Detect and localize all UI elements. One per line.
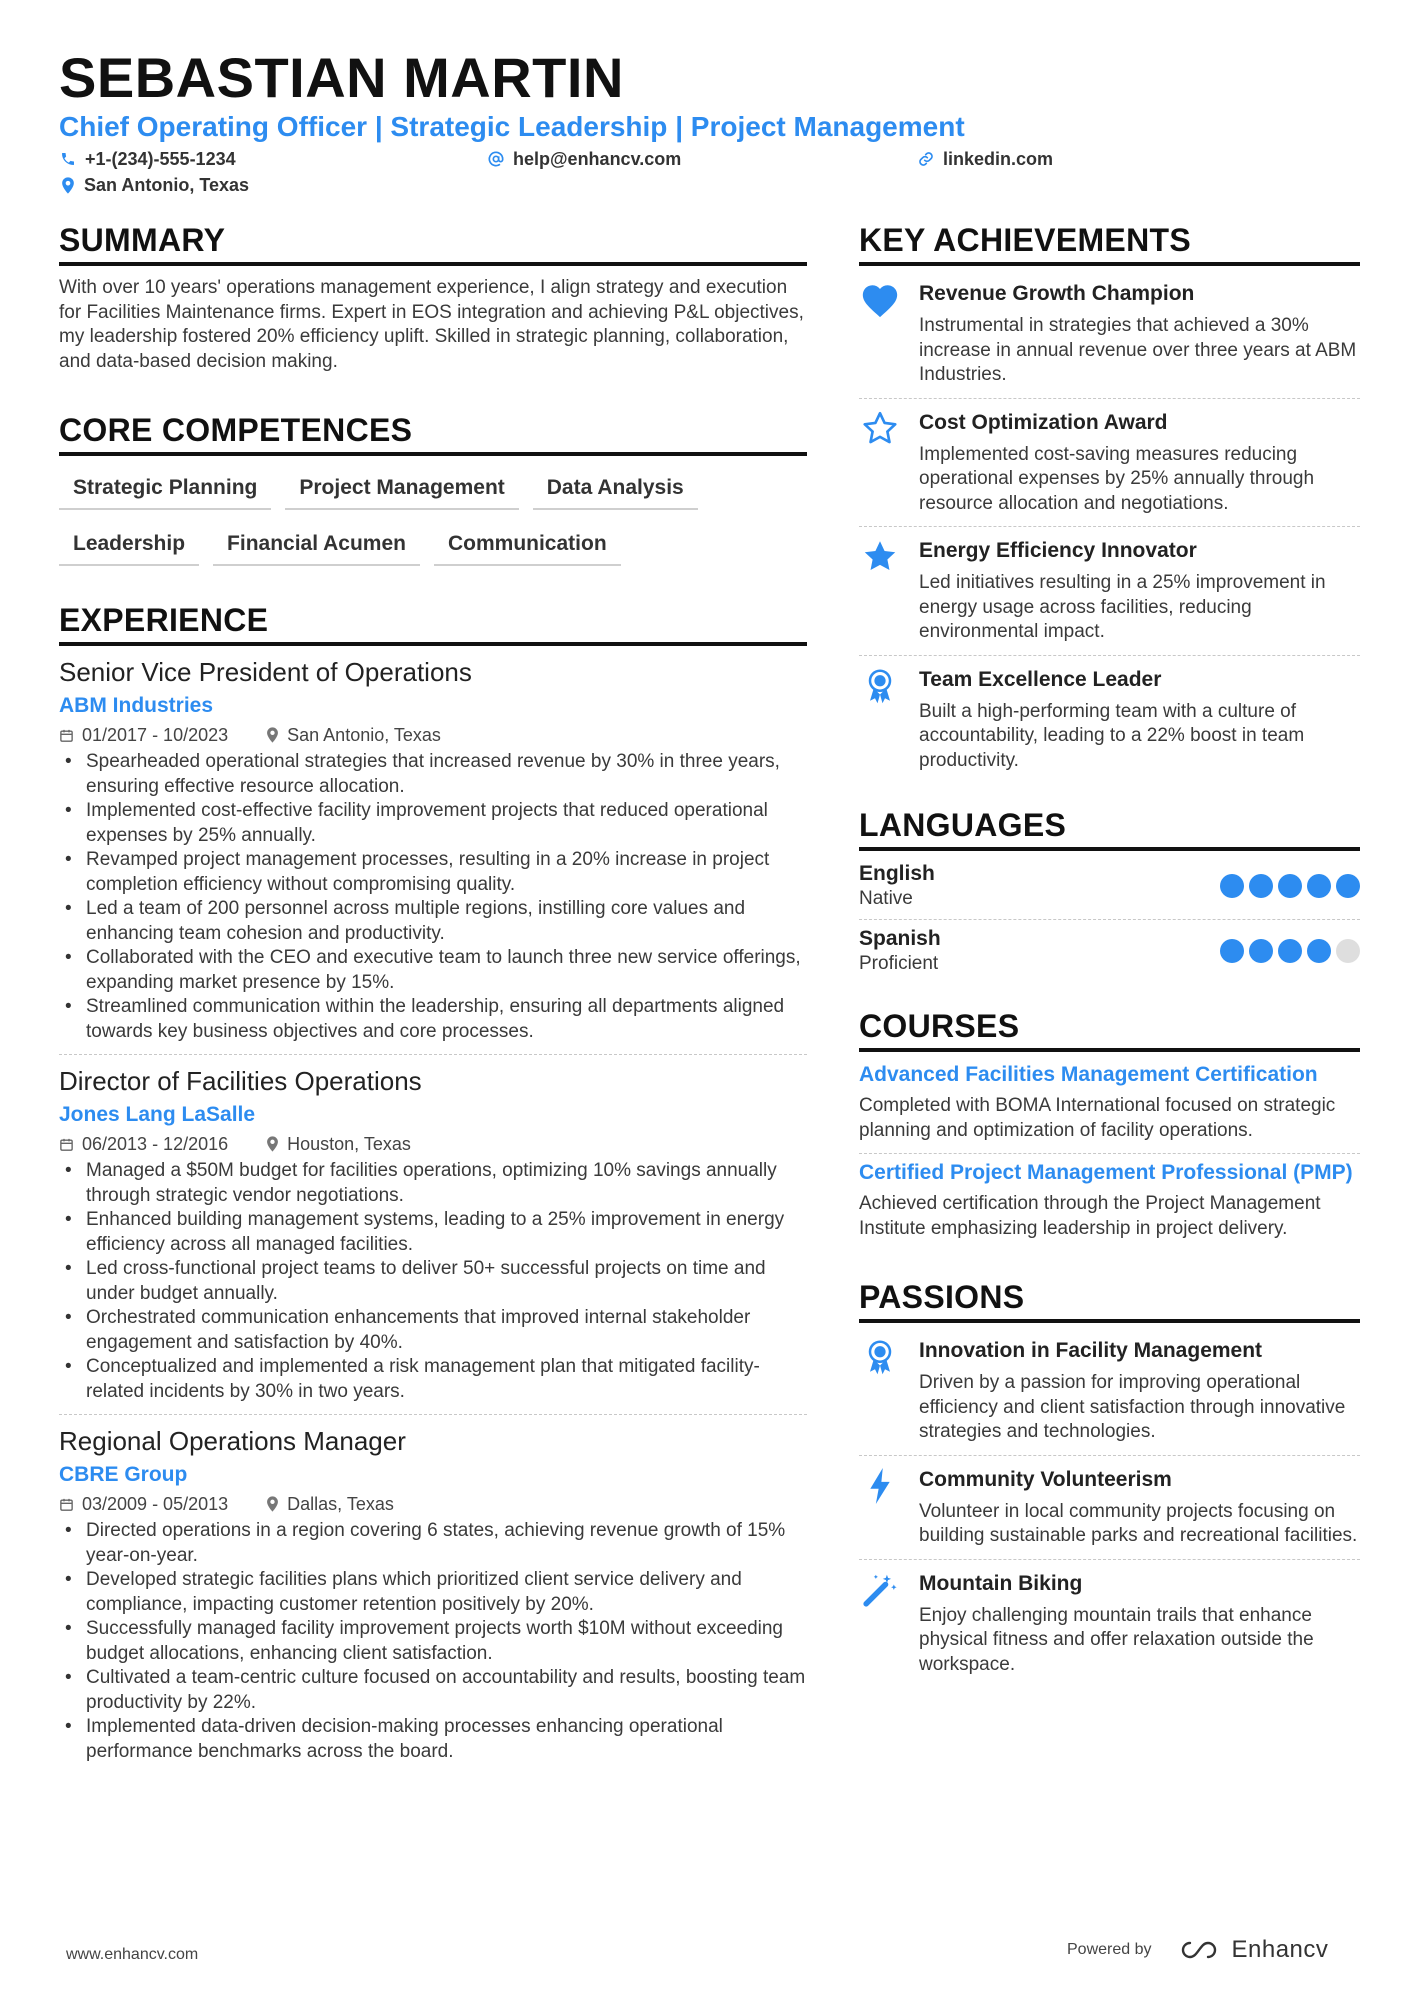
- contact-phone: [60, 148, 236, 170]
- job-entry: [59, 1054, 807, 1414]
- job-bullet: • Cultivated a team-centric culture focused on accountability and results, boosting team productivity by 22%.: [59, 1666, 807, 1715]
- calendar-icon: [59, 1497, 74, 1512]
- calendar-icon: [59, 728, 74, 743]
- job-bullet: • Developed strategic facilities plans which prioritized client service delivery and compliance, impacting customer retention positively by 20%.: [59, 1568, 807, 1617]
- job-location: San Antonio, Texas: [287, 725, 441, 745]
- job-bullet: • Directed operations in a region covering 6 states, achieving revenue growth of 15% year-on-year.: [59, 1519, 807, 1568]
- job-bullet: • Led a team of 200 personnel across multiple regions, instilling core values and enhancing team cohesion and productivity.: [59, 897, 807, 946]
- achievement-title: Revenue Growth Champion: [919, 282, 1195, 305]
- email-text: help@enhancv.com: [513, 149, 682, 169]
- rating-dot-filled: [1249, 874, 1273, 898]
- language-name: Spanish: [859, 927, 941, 950]
- passion-item: [859, 1559, 1360, 1688]
- rating-dot-filled: [1278, 939, 1302, 963]
- job-bullet: • Implemented data-driven decision-making processes enhancing operational performance benchmarks across the board.: [59, 1715, 807, 1764]
- competences-heading: CORE COMPETENCES: [59, 410, 807, 456]
- rating-dot-filled: [1336, 874, 1360, 898]
- courses-section: [859, 1006, 1360, 1251]
- summary-section: [59, 220, 807, 374]
- language-item: [859, 855, 1360, 919]
- rating-dot-filled: [1278, 874, 1302, 898]
- summary-text: With over 10 years' operations management experience, I align strategy and execution for Facilities Maintenance firms. Expert in EOS integration and achieving P&L objectives, my leadership fostered 20% efficiency uplift. Skilled in strategic planning, collaboration, and data-based decision making.: [59, 277, 804, 372]
- course-desc: Achieved certification through the Project Management Institute emphasizing leadership in project delivery.: [859, 1193, 1321, 1239]
- job-role: Regional Operations Manager: [59, 1426, 406, 1456]
- achievement-item: [859, 526, 1360, 655]
- award-ribbon-icon: [865, 668, 895, 706]
- passions-heading: PASSIONS: [859, 1277, 1360, 1323]
- brand-logo[interactable]: [1176, 1936, 1329, 1964]
- rating-dot-empty: [1336, 939, 1360, 963]
- footer-site[interactable]: www.enhancv.com: [66, 1946, 199, 1963]
- job-dates: 03/2009 - 05/2013: [82, 1494, 229, 1514]
- passion-title: Community Volunteerism: [919, 1467, 1172, 1491]
- language-level: Proficient: [859, 953, 939, 974]
- job-bullet: • Revamped project management processes, resulting in a 20% increase in project completion efficiency without compromising quality.: [59, 848, 807, 897]
- competence-tag: Project Management: [285, 470, 518, 510]
- star-filled-icon: [862, 539, 898, 573]
- left-column: [59, 220, 807, 1774]
- star-outline-icon: [862, 411, 898, 445]
- link-text: linkedin.com: [943, 149, 1054, 169]
- job-bullet: • Collaborated with the CEO and executive team to launch three new service offerings, expanding market presence by 15%.: [59, 946, 807, 995]
- achievements-section: [859, 220, 1360, 783]
- job-bullet: • Enhanced building management systems, leading to a 25% improvement in energy efficiency across all managed facilities.: [59, 1208, 807, 1257]
- job-role: Director of Facilities Operations: [59, 1066, 422, 1096]
- candidate-title: Chief Operating Officer | Strategic Leadership | Project Management: [59, 111, 965, 142]
- course-title: Certified Project Management Professional (PMP): [859, 1161, 1353, 1184]
- job-meta: [59, 1493, 807, 1515]
- job-dates: 06/2013 - 12/2016: [82, 1134, 229, 1154]
- location-text: San Antonio, Texas: [84, 175, 250, 195]
- competence-tag: Data Analysis: [533, 470, 698, 510]
- language-name: English: [859, 862, 935, 885]
- competence-tag: Financial Acumen: [213, 526, 420, 566]
- achievement-desc: Instrumental in strategies that achieved a 30% increase in annual revenue over three years at ABM Industries.: [919, 315, 1357, 385]
- language-rating: [1220, 874, 1360, 898]
- rating-dot-filled: [1307, 874, 1331, 898]
- language-level: Native: [859, 888, 913, 909]
- experience-section: [59, 600, 807, 1774]
- phone-text: +1-(234)-555-1234: [85, 149, 236, 169]
- job-bullet: • Streamlined communication within the leadership, ensuring all departments aligned towards key business objectives and core processes.: [59, 995, 807, 1044]
- job-bullet: • Spearheaded operational strategies that increased revenue by 30% in three years, ensuring effective resource allocation.: [59, 750, 807, 799]
- passions-section: [859, 1277, 1360, 1687]
- job-company: Jones Lang LaSalle: [59, 1103, 256, 1126]
- passion-desc: Driven by a passion for improving operational efficiency and client satisfaction through innovative strategies and technologies.: [919, 1372, 1346, 1442]
- job-meta: [59, 724, 807, 746]
- brand-name: Enhancv: [1231, 1936, 1329, 1963]
- rating-dot-filled: [1220, 939, 1244, 963]
- courses-heading: COURSES: [859, 1006, 1360, 1052]
- powered-by-text: Powered by: [1067, 1941, 1152, 1958]
- competence-tag: Communication: [434, 526, 621, 566]
- job-bullet: • Led cross-functional project teams to deliver 50+ successful projects on time and under budget annually.: [59, 1257, 807, 1306]
- achievement-desc: Led initiatives resulting in a 25% improvement in energy usage across facilities, reducing environmental impact.: [919, 572, 1326, 642]
- contact-email[interactable]: [488, 148, 681, 170]
- achievement-title: Cost Optimization Award: [919, 410, 1168, 434]
- job-role: Senior Vice President of Operations: [59, 657, 472, 687]
- competence-tag: Strategic Planning: [59, 470, 271, 510]
- footer-branding: [1067, 1936, 1328, 1964]
- job-dates: 01/2017 - 10/2023: [82, 725, 229, 745]
- job-bullet: • Implemented cost-effective facility improvement projects that reduced operational expenses by 25% annually.: [59, 799, 807, 848]
- passion-desc: Volunteer in local community projects focusing on building sustainable parks and recreational facilities.: [919, 1500, 1358, 1546]
- summary-heading: SUMMARY: [59, 220, 807, 266]
- languages-heading: LANGUAGES: [859, 805, 1360, 851]
- job-bullet: • Successfully managed facility improvement projects worth $10M without exceeding budget allocations, enhancing client satisfaction.: [59, 1617, 807, 1666]
- location-pin-icon: [266, 727, 279, 743]
- heart-icon: [860, 282, 900, 318]
- contact-location: [61, 174, 249, 196]
- enhancv-logo-icon: [1176, 1938, 1222, 1962]
- job-entry: [59, 1414, 807, 1774]
- passion-desc: Enjoy challenging mountain trails that enhance physical fitness and offer relaxation outside the workspace.: [919, 1604, 1314, 1675]
- award-ribbon-icon: [865, 1339, 895, 1377]
- job-entry: [59, 656, 807, 1054]
- job-bullet: • Managed a $50M budget for facilities operations, optimizing 10% savings annually through strategic vendor negotiations.: [59, 1159, 807, 1208]
- job-bullet: • Conceptualized and implemented a risk management plan that mitigated facility-related incidents by 30% in two years.: [59, 1355, 807, 1404]
- job-bullet: • Orchestrated communication enhancements that improved internal stakeholder engagement and satisfaction by 40%.: [59, 1306, 807, 1355]
- competence-tag: Leadership: [59, 526, 199, 566]
- rating-dot-filled: [1307, 939, 1331, 963]
- achievement-title: Energy Efficiency Innovator: [919, 539, 1197, 562]
- job-company: ABM Industries: [59, 694, 214, 717]
- job-bullets: [59, 750, 807, 1044]
- achievement-desc: Implemented cost-saving measures reducing operational expenses by 25% annually through resource allocation and negotiations.: [919, 443, 1315, 514]
- rating-dot-filled: [1249, 939, 1273, 963]
- location-pin-icon: [61, 177, 75, 194]
- achievement-title: Team Excellence Leader: [919, 667, 1162, 691]
- job-meta: [59, 1133, 807, 1155]
- right-column: [859, 220, 1360, 1687]
- experience-heading: EXPERIENCE: [59, 600, 807, 646]
- lightning-icon: [868, 1468, 892, 1504]
- job-bullets: [59, 1519, 807, 1764]
- location-pin-icon: [266, 1496, 279, 1512]
- language-rating: [1220, 939, 1360, 963]
- passion-item: [859, 1455, 1360, 1559]
- course-title: Advanced Facilities Management Certification: [859, 1063, 1318, 1086]
- candidate-name: SEBASTIAN MARTIN: [59, 46, 624, 109]
- achievement-item: [859, 655, 1360, 784]
- calendar-icon: [59, 1137, 74, 1152]
- phone-icon: [60, 151, 76, 167]
- achievement-item: [859, 270, 1360, 398]
- achievement-desc: Built a high-performing team with a culture of accountability, leading to a 22% boost in team productivity.: [919, 700, 1305, 771]
- course-desc: Completed with BOMA International focused on strategic planning and optimization of facility operations.: [859, 1095, 1336, 1141]
- magic-wand-icon: [862, 1572, 898, 1608]
- contact-link[interactable]: [918, 148, 1053, 170]
- passion-title: Mountain Biking: [919, 1571, 1083, 1595]
- at-icon: [488, 151, 504, 167]
- competence-tags: [59, 470, 807, 570]
- course-item: [859, 1153, 1360, 1251]
- passion-item: [859, 1327, 1360, 1455]
- achievement-item: [859, 398, 1360, 527]
- job-location: Houston, Texas: [287, 1134, 411, 1154]
- rating-dot-filled: [1220, 874, 1244, 898]
- language-item: [859, 919, 1360, 984]
- location-pin-icon: [266, 1136, 279, 1152]
- competences-section: [59, 410, 807, 570]
- achievements-heading: KEY ACHIEVEMENTS: [859, 220, 1360, 266]
- job-location: Dallas, Texas: [287, 1494, 394, 1514]
- course-item: [859, 1056, 1360, 1153]
- link-icon: [918, 151, 934, 167]
- passion-title: Innovation in Facility Management: [919, 1339, 1263, 1362]
- job-bullets: [59, 1159, 807, 1404]
- languages-section: [859, 805, 1360, 984]
- job-company: CBRE Group: [59, 1463, 188, 1486]
